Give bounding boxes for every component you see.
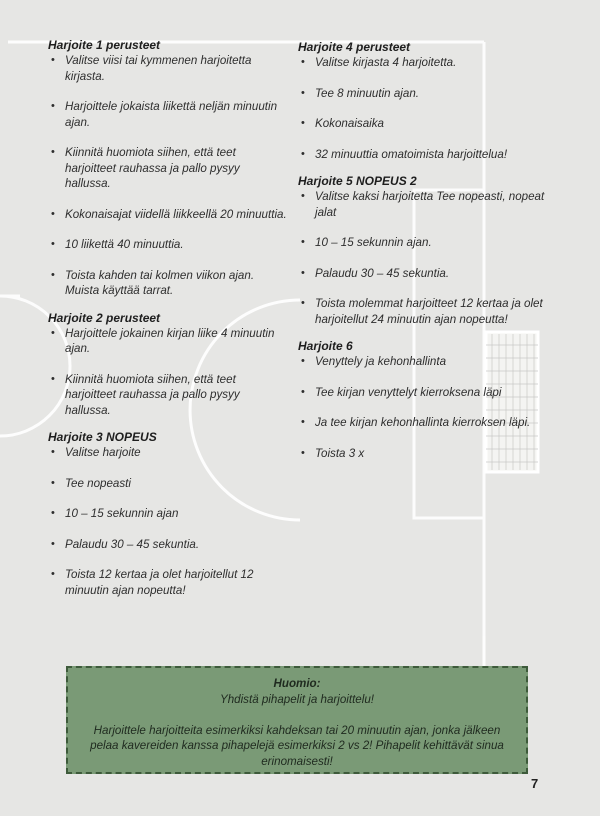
section-title: Harjoite 6 — [298, 339, 353, 353]
list-item — [48, 145, 288, 192]
list-item-text: Valitse kirjasta 4 harjoitetta. — [315, 56, 457, 69]
bullet: • — [301, 297, 305, 309]
list-item-text: Valitse harjoite — [65, 446, 141, 459]
bullet: • — [301, 56, 305, 68]
list-item-text: Harjoittele jokainen kirjan liike 4 minuutin ajan. — [65, 326, 275, 355]
bullet: • — [301, 385, 305, 398]
bullet: • — [51, 207, 55, 220]
bullet: • — [301, 86, 305, 99]
list-item — [48, 476, 288, 492]
exercise-section — [298, 174, 548, 327]
list-item-text: Toista 3 x — [315, 446, 365, 460]
exercise-list — [48, 53, 288, 299]
bullet: • — [301, 446, 305, 459]
bullet: • — [301, 147, 305, 160]
bullet: • — [51, 326, 55, 339]
list-item-text: Tee nopeasti — [65, 476, 131, 490]
list-item — [298, 385, 548, 401]
note-line-2: Harjoittele harjoitteita esimerkiksi kahdeksan tai 20 minuutin ajan, jonka jälkeen pelaa kavereiden kanssa pihapelejä esimerkiksi 2 vs 2! Pihapelit kehittävät sinua erinomaisesti! — [90, 723, 504, 768]
bullet: • — [51, 100, 55, 112]
list-item-text: Valitse viisi tai kymmenen harjoitetta kirjasta. — [65, 54, 252, 83]
list-item — [48, 53, 288, 84]
bullet: • — [301, 416, 305, 428]
list-item — [48, 99, 288, 130]
list-item — [298, 266, 548, 282]
bullet: • — [51, 268, 55, 281]
exercise-section — [48, 311, 288, 419]
note-box — [66, 666, 528, 774]
exercise-section — [298, 40, 548, 162]
note-title: Huomio: — [273, 677, 321, 690]
bullet: • — [301, 117, 305, 129]
list-item — [48, 372, 288, 419]
list-item — [298, 147, 548, 163]
list-item — [298, 116, 548, 132]
list-item-text: Kokonaisajat viidellä liikkeellä 20 minuuttia. — [65, 207, 287, 221]
bullet: • — [301, 236, 305, 248]
note-line-1: Yhdistä pihapelit ja harjoittelu! — [219, 692, 375, 706]
bullet: • — [51, 568, 55, 580]
list-item-text: Palaudu 30 – 45 sekuntia. — [65, 537, 200, 551]
section-title: Harjoite 3 NOPEUS — [48, 430, 157, 444]
list-item — [298, 189, 548, 220]
list-item — [48, 268, 288, 299]
bullet: • — [301, 266, 305, 279]
bullet: • — [51, 446, 55, 458]
exercise-list — [298, 354, 548, 461]
list-item — [48, 445, 288, 461]
section-title: Harjoite 5 NOPEUS 2 — [298, 174, 417, 188]
bullet: • — [51, 238, 55, 250]
section-title: Harjoite 1 perusteet — [48, 38, 161, 52]
list-item — [298, 55, 548, 71]
page-number: 7 — [531, 776, 539, 791]
exercise-list — [298, 55, 548, 162]
list-item-text: Kokonaisaika — [315, 117, 384, 130]
list-item-text: Tee kirjan venyttelyt kierroksena läpi — [315, 385, 502, 399]
list-item — [298, 354, 548, 370]
list-item — [48, 567, 288, 598]
bullet: • — [51, 476, 55, 489]
list-item-text: 10 – 15 sekunnin ajan. — [315, 236, 432, 249]
list-item-text: 32 minuuttia omatoimista harjoittelua! — [315, 147, 508, 161]
exercise-section — [298, 339, 548, 461]
list-item — [298, 446, 548, 462]
bullet: • — [51, 507, 55, 519]
list-item — [298, 86, 548, 102]
bullet: • — [51, 146, 55, 158]
list-item-text: Toista 12 kertaa ja olet harjoitellut 12 minuutin ajan nopeutta! — [65, 568, 254, 597]
list-item-text: Toista kahden tai kolmen viikon ajan. Muista käyttää tarrat. — [65, 268, 255, 297]
list-item-text: Harjoittele jokaista liikettä neljän minuutin ajan. — [65, 100, 278, 129]
list-item — [298, 235, 548, 251]
right-column — [298, 40, 548, 473]
list-item-text: 10 – 15 sekunnin ajan — [65, 507, 179, 520]
section-title: Harjoite 2 perusteet — [48, 310, 161, 325]
list-item — [48, 237, 288, 253]
exercise-section — [48, 430, 288, 598]
list-item — [48, 207, 288, 223]
list-item — [298, 415, 548, 431]
list-item — [48, 506, 288, 522]
exercise-list — [48, 445, 288, 598]
section-title: Harjoite 4 perusteet — [298, 40, 411, 54]
bullet: • — [51, 372, 55, 385]
list-item-text: Tee 8 minuutin ajan. — [315, 86, 419, 100]
list-item — [298, 296, 548, 327]
bullet: • — [301, 355, 305, 367]
list-item-text: Toista molemmat harjoitteet 12 kertaa ja olet harjoitellut 24 minuutin ajan nopeutta! — [315, 297, 543, 326]
left-column — [48, 38, 288, 610]
bullet: • — [301, 190, 305, 202]
bullet: • — [51, 537, 55, 550]
list-item — [48, 326, 288, 357]
list-item-text: Kiinnitä huomiota siihen, että teet harjoitteet rauhassa ja pallo pysyy hallussa. — [65, 146, 240, 190]
list-item-text: Palaudu 30 – 45 sekuntia. — [315, 266, 450, 280]
list-item-text: Kiinnitä huomiota siihen, että teet harjoitteet rauhassa ja pallo pysyy hallussa. — [65, 372, 240, 417]
list-item — [48, 537, 288, 553]
exercise-section — [48, 38, 288, 299]
exercise-list — [48, 326, 288, 419]
list-item-text: 10 liikettä 40 minuuttia. — [65, 238, 184, 251]
list-item-text: Venyttely ja kehonhallinta — [315, 355, 447, 368]
exercise-list — [298, 189, 548, 327]
bullet: • — [51, 54, 55, 66]
list-item-text: Ja tee kirjan kehonhallinta kierroksen läpi. — [315, 416, 531, 429]
list-item-text: Valitse kaksi harjoitetta Tee nopeasti, nopeat jalat — [315, 190, 545, 219]
